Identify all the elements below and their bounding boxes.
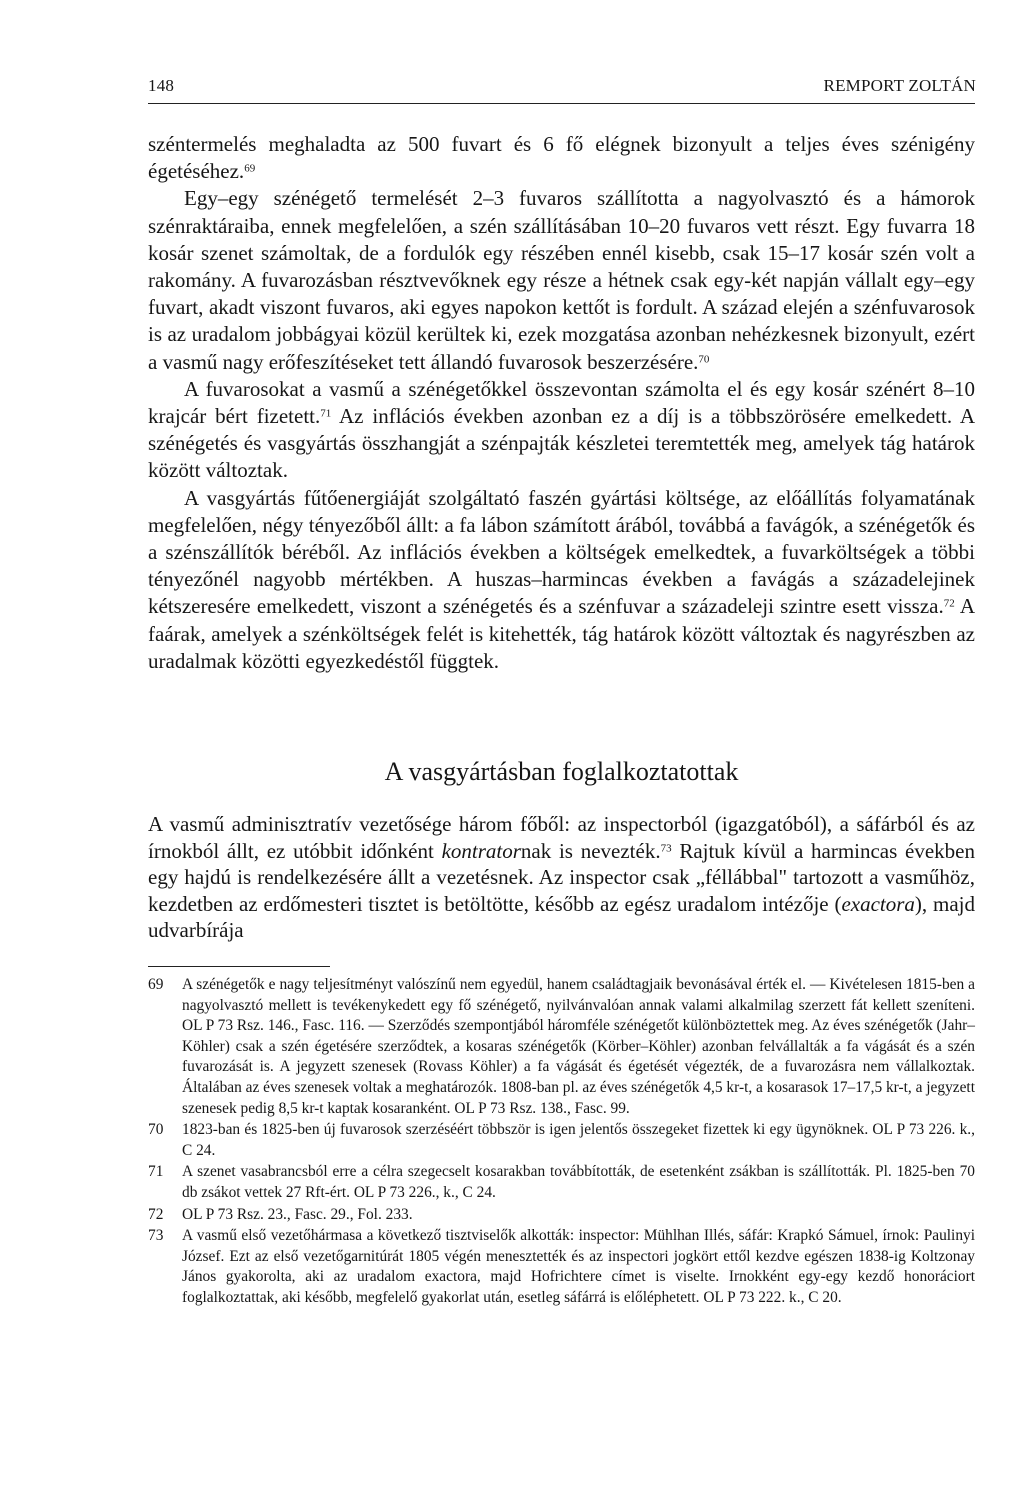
footnote-ref-72[interactable]: 72	[943, 597, 955, 610]
footnote	[148, 1120, 975, 1161]
page-header	[148, 76, 976, 96]
footnote	[148, 1205, 975, 1226]
footnote-number: 73	[148, 1227, 164, 1245]
footnote-ref-71[interactable]: 71	[320, 407, 332, 420]
paragraph-2-text: Egy–egy szénégető termelését 2–3 fuvaros szállította a nagyolvasztó és a hámorok szénraktáraiba, ennek megfelelően, a szén szállításában 10–20 fuvaros vett részt. Egy fuvarra 18 kosár szenet számoltak, de a fordulók egy részében ennél kisebb, csak 15–17 kosár szén volt a rakomány. A fuvarozásban résztvevőknek egy része a hétnek csak egy-két napján vállalt egy–egy fuvart, akadt viszont fuvaros, aki egyes napokon kettőt is fordult. A század elején a szénfuvarosok is az uradalom jobbágyai közül kerültek ki, ezek mozgatása azonban nehézkesnek bizonyult, ezért a vasmű nagy erőfeszítéseket tett állandó fuvarosok beszerzésére.	[148, 186, 975, 374]
paragraph-4	[148, 485, 975, 675]
paragraph-3	[148, 376, 975, 485]
footnote	[148, 1226, 975, 1308]
section-paragraph-text-d: ), majd udvarbírája	[148, 891, 975, 943]
footnote-text: A vasmű első vezetőhármasa a következő tisztviselők alkották: inspector: Mühlhan Illés, sáfár: Krapkó Sámuel, írnok: Paulinyi József. Ezt az első vezetőgarnitúrát 1805 végén menesztették és az inspectori jogkört ettől kezdve egészen 1838-ig Koltzonay János gyakorolta, aki az uradalom exactora, majd Hofrichtere címet is viselte. Irnokként egy-egy kezdő honoráciort foglalkoztattak, aki később, megfelelő gyakorlat után, esetleg sáfárrá is előléphetett. OL P 73 222. k., C 20.	[182, 1227, 975, 1306]
italic-term-exactora: exactora	[841, 891, 915, 916]
paragraph-3-text-continued: Az inflációs években azonban ez a díj is a többszörösére emelkedett. A szénégetés és vasgyártás összhangját a szénpajták készletei teremtették meg, amelyek tág határok között változtak.	[148, 404, 975, 483]
paragraph-1	[148, 131, 975, 185]
footnote-number: 71	[148, 1163, 164, 1181]
footnote	[148, 1162, 975, 1203]
section-text	[148, 811, 975, 944]
footnote-number: 72	[148, 1205, 164, 1223]
footnote-text: OL P 73 Rsz. 23., Fasc. 29., Fol. 233.	[182, 1205, 413, 1223]
footnote-number: 70	[148, 1121, 164, 1139]
paragraph-2	[148, 185, 975, 375]
footnote	[148, 975, 975, 1119]
footnote-ref-73[interactable]: 73	[660, 842, 672, 854]
footnote-number: 69	[148, 976, 164, 993]
paragraph-1-text: széntermelés meghaladta az 500 fuvart és 6 fő elégnek bizonyult a teljes éves szénigény égetéséhez.	[148, 132, 975, 184]
section-paragraph-text: A vasmű adminisztratív vezetősége három főből: az inspectorból (igazgatóból), a sáfárból és az írnokból állt, ez utóbbit időnként	[148, 812, 975, 863]
paragraph-3-text: A fuvarosokat a vasmű a szénégetőkkel összevontan számolta el és egy kosár szénért 8–10 krajcár bért fizetett.	[148, 376, 975, 429]
footnote-text: A szenet vasabrancsból erre a célra szegecselt kosarakban továbbították, de esetenként zsákban is szállították. Pl. 1825-ben 70 db zsákot vettek 27 Rft-ért. OL P 73 226., k., C 24.	[182, 1163, 975, 1201]
section-paragraph-text-b: nak is nevezték.	[520, 838, 661, 863]
section-paragraph-text-c: Rajtuk kívül a harmincas években egy hajdú is rendelkezésére állt a vezetésnek. Az inspector csak „féllábbal" tartozott a vasműhöz, kezdetben az erdőmesteri tisztet is betöltötte, később az egész uradalom intézője (	[148, 838, 976, 916]
paragraph-4-text: A vasgyártás fűtőenergiáját szolgáltató faszén gyártási költsége, az előállítás folyamatának megfelelően, négy tényezőből állt: a fa lábon számított árából, továbbá a favágók, a szénégetők és a szénszállítók béréből. Az inflációs években a költségek emelkedtek, a fuvarköltségek a többi tényezőnél nagyobb mértékben. A huszas–harmincas években a favágás a századelejinek kétszeresére emelkedett, viszont a szénégetés és a szénfuvar a századeleji szintre esett vissza.	[148, 485, 975, 619]
section-paragraph-1	[148, 811, 975, 944]
footnote-text: A szénégetők e nagy teljesítményt valószínű nem egyedül, hanem családtagjaik bevonásával érték el. — Kivételesen 1815-ben a nagyolvasztó mellett is tevékenykedett egy fő szénégető, nyilvánvalóan annak valami alkalmilag szerzett fát kellett szeníteni. OL P 73 Rsz. 146., Fasc. 116. — Szerződés szempontjából háromféle szénégetőt különböztettek meg. Az éves szénégetők (Jahr–Köhler) csak a szén égetésére szerződtek, a kosaras szénégetők (Körber–Köhler) azonban felvállalták a fa vágását és a szén fuvarozását is. A jegyzett szenesek (Rovass Köhler) a fa vágását és égetését végezték, de a fuvarozásra nem vállalkoztak. Általában az éves szenesek voltak a meghatározók. 1808-ban pl. az éves szénégetők 4,5 kr-t, a kosarasok 17–17,5 kr-t, a jegyzett szenesek pedig 8,5 kr-t kaptak kosaranként. OL P 73 Rsz. 138., Fasc. 99.	[182, 976, 975, 1117]
footnote-ref-69[interactable]: 69	[244, 162, 256, 175]
footnotes	[148, 975, 975, 1310]
header-rule	[148, 103, 975, 104]
italic-term-kontrator: kontrator	[441, 838, 521, 863]
main-text	[148, 131, 975, 675]
page-number: 148	[148, 76, 175, 95]
footnote-rule	[148, 966, 330, 967]
paragraph-4-text-continued: A faárak, amelyek a szénköltségek felét is kitehették, tág határok között változtak és nagyrészben az uradalmak közötti egyezkedéstől függtek.	[148, 594, 975, 673]
footnote-ref-70[interactable]: 70	[698, 353, 710, 366]
footnote-text: 1823-ban és 1825-ben új fuvarosok szerzéséért többször is igen jelentős összegeket fizettek ki egy ügynöknek. OL P 73 226. k., C 24.	[182, 1121, 975, 1159]
running-title: REMPORT ZOLTÁN	[823, 76, 976, 95]
section-heading: A vasgyártásban foglalkoztatottak	[384, 757, 739, 786]
